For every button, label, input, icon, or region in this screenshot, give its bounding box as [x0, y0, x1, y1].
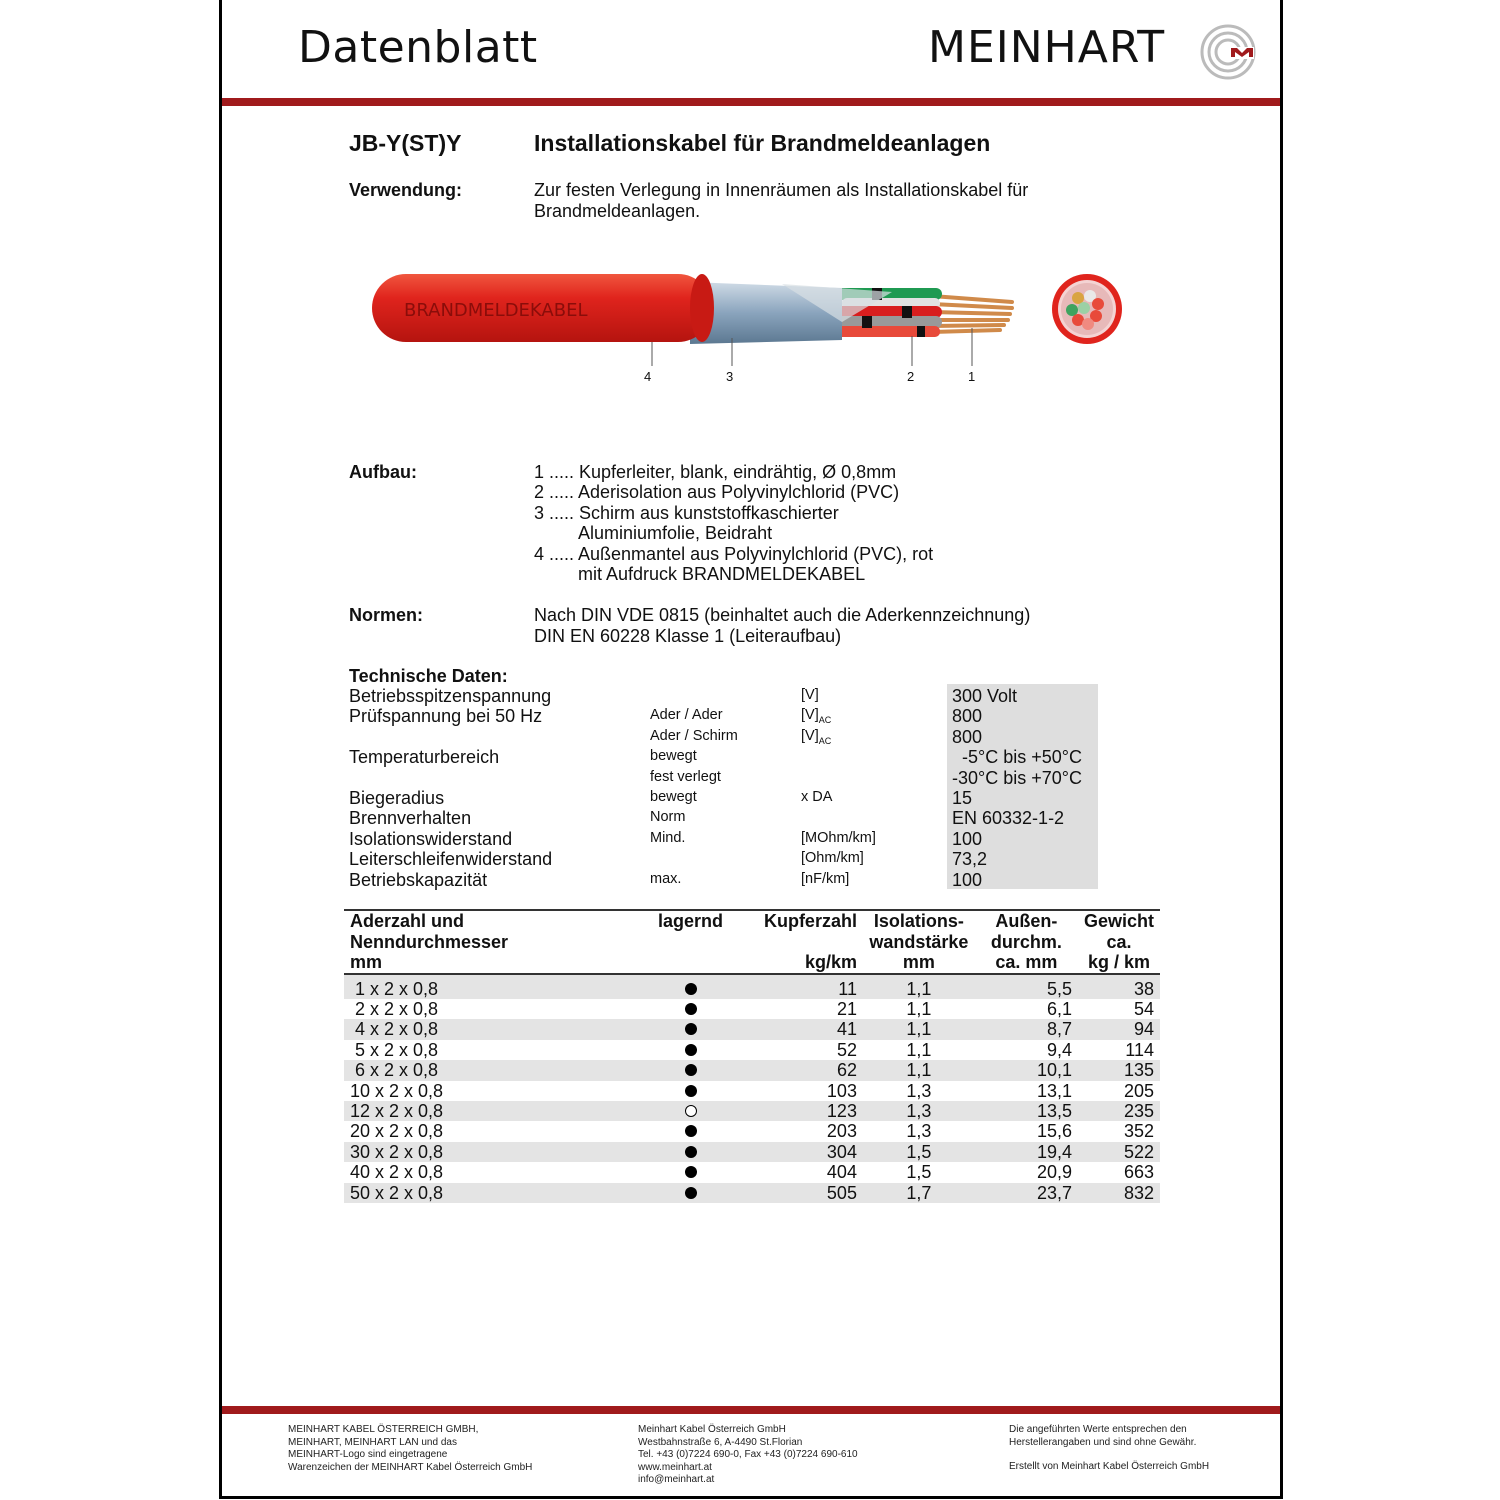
jacket-print: BRANDMELDEKABEL [404, 300, 588, 321]
open-circle-icon [685, 1105, 697, 1117]
cell-insulation: 1,1 [906, 1039, 932, 1060]
cell-weight: 663 [1123, 1162, 1154, 1183]
filled-dot-icon [685, 1023, 697, 1035]
footer-trademark: MEINHART KABEL ÖSTERREICH GMBH, MEINHART, MEINHART LAN und das MEINHART-Logo sind eingetragene Warenzeichen der MEINHART Kabel Österreich GmbH [288, 1424, 533, 1473]
meinhart-logo-icon [1200, 22, 1260, 82]
footer-red-bar [222, 1406, 1280, 1414]
tech-unit: x DA [801, 788, 833, 805]
tech-name: Brennverhalten [349, 808, 472, 829]
cell-insulation: 1,1 [906, 978, 932, 999]
tech-name: Betriebskapazität [349, 869, 488, 890]
cell-insulation: 1,7 [906, 1182, 932, 1203]
cell-stock [633, 1142, 748, 1162]
tech-row [349, 808, 1149, 828]
cell-size: 10 x 2 x 0,8 [350, 1080, 444, 1101]
col-header-outer-diameter: Außen- durchm. ca. mm [990, 911, 1062, 972]
cell-weight: 38 [1133, 978, 1154, 999]
tech-row [349, 706, 1149, 726]
cable-illustration [372, 262, 1132, 392]
cell-weight: 832 [1123, 1182, 1154, 1203]
usage-text [534, 180, 1028, 221]
cell-outer-diameter: 15,6 [1036, 1121, 1072, 1142]
tech-row [349, 870, 1149, 890]
cell-insulation: 1,3 [906, 1100, 932, 1121]
filled-dot-icon [685, 1187, 697, 1199]
footer-contact: Meinhart Kabel Österreich GmbH Westbahnstraße 6, A-4490 St.Florian Tel. +43 (0)7224 690-0, Fax +43 (0)7224 690-610 www.meinhart.at info@meinhart.at [638, 1424, 858, 1485]
tech-data-list [349, 686, 1149, 890]
cell-size: 20 x 2 x 0,8 [350, 1121, 444, 1142]
cell-stock [633, 1019, 748, 1039]
tech-value: 100 [952, 869, 983, 890]
cell-size: 6 x 2 x 0,8 [350, 1060, 439, 1081]
tech-unit: [V] [801, 687, 819, 703]
normen-line: DIN EN 60228 Klasse 1 (Leiteraufbau) [534, 625, 842, 646]
cell-size: 40 x 2 x 0,8 [350, 1162, 444, 1183]
cell-outer-diameter: 9,4 [1046, 1039, 1072, 1060]
table-row [344, 1060, 1160, 1080]
col-header-stock: lagernd [658, 911, 724, 931]
cell-stock [633, 1121, 748, 1141]
tech-row [349, 829, 1149, 849]
cell-size: 2 x 2 x 0,8 [350, 998, 439, 1019]
normen-line: Nach DIN VDE 0815 (beinhaltet auch die Aderkennzeichnung) [534, 605, 1031, 625]
cell-weight: 54 [1133, 998, 1154, 1019]
cell-outer-diameter: 20,9 [1036, 1162, 1072, 1183]
table-row [344, 1142, 1160, 1162]
filled-dot-icon [685, 1146, 697, 1158]
callout-4: 4 [644, 369, 652, 384]
cell-weight: 235 [1123, 1100, 1154, 1121]
table-row [344, 1040, 1160, 1060]
table-row [344, 1081, 1160, 1101]
usage-line: Zur festen Verlegung in Innenräumen als Installationskabel für [534, 180, 1029, 200]
normen-label: Normen: [349, 605, 424, 625]
tech-unit: [nF/km] [801, 870, 850, 887]
footer-disclaimer: Die angeführten Werte entsprechen den Herstellerangaben und sind ohne Gewähr. Erstellt von Meinhart Kabel Österreich GmbH [1009, 1424, 1210, 1472]
cell-outer-diameter: 13,1 [1036, 1080, 1072, 1101]
tech-unit: [MOhm/km] [801, 829, 876, 846]
cell-outer-diameter: 6,1 [1046, 998, 1072, 1019]
cell-insulation: 1,3 [906, 1121, 932, 1142]
tech-row [349, 788, 1149, 808]
tech-condition: max. [650, 870, 682, 887]
tech-title: Technische Daten: [349, 666, 508, 686]
filled-dot-icon [685, 1003, 697, 1015]
table-row [344, 1162, 1160, 1182]
tech-condition: Norm [650, 809, 686, 826]
tech-row [349, 727, 1149, 747]
cell-copper: 103 [826, 1080, 857, 1101]
filled-dot-icon [685, 1044, 697, 1056]
aufbau-item: 1 ..... Kupferleiter, blank, eindrähtig, Ø 0,8mm [534, 462, 897, 482]
cell-copper: 304 [826, 1141, 857, 1162]
cell-copper: 404 [826, 1162, 857, 1183]
tech-name: Leiterschleifenwiderstand [349, 849, 553, 870]
cell-stock [633, 1183, 748, 1203]
cell-insulation: 1,5 [906, 1141, 932, 1162]
tech-row [349, 768, 1149, 788]
cell-copper: 203 [826, 1121, 857, 1142]
table-row [344, 1183, 1160, 1203]
cell-stock [633, 1060, 748, 1080]
filled-dot-icon [685, 1166, 697, 1178]
cell-size: 12 x 2 x 0,8 [350, 1100, 444, 1121]
cell-outer-diameter: 19,4 [1036, 1141, 1072, 1162]
cable-cross-section-image [1050, 272, 1124, 346]
tech-row [349, 686, 1149, 706]
tech-name: Betriebsspitzenspannung [349, 686, 552, 706]
document-title: Datenblatt [298, 22, 538, 73]
table-row [344, 974, 1160, 999]
tech-unit: $[V]_{AC}$ [801, 727, 832, 746]
aufbau-list [534, 462, 933, 584]
tech-condition: Mind. [650, 829, 686, 846]
aufbau-item-continued: Aluminiumfolie, Beidraht [578, 523, 773, 544]
cell-insulation: 1,1 [906, 998, 932, 1019]
cell-copper: 505 [826, 1182, 857, 1203]
tech-value: 15 [952, 787, 973, 808]
tech-unit: $[V]_{AC}$ [801, 707, 832, 726]
aufbau-item-continued: mit Aufdruck BRANDMELDEKABEL [578, 564, 866, 585]
cell-weight: 94 [1133, 1019, 1154, 1040]
cell-stock [633, 1040, 748, 1060]
tech-condition: bewegt [650, 788, 697, 805]
tech-value: 800 [952, 706, 983, 727]
cell-stock [633, 1081, 748, 1101]
usage-line: Brandmeldeanlagen. [534, 200, 701, 221]
normen-text [534, 605, 1030, 646]
cell-weight: 205 [1123, 1080, 1154, 1101]
product-name: Installationskabel für Brandmeldeanlagen [534, 130, 991, 156]
cell-insulation: 1,1 [906, 1019, 932, 1040]
cell-outer-diameter: 10,1 [1036, 1060, 1072, 1081]
tech-unit: [Ohm/km] [801, 850, 864, 867]
tech-row [349, 849, 1149, 869]
cell-weight: 135 [1123, 1060, 1154, 1081]
col-header-insulation: Isolations- wandstärke mm [869, 911, 969, 972]
cell-stock [633, 974, 748, 999]
table-row [344, 1101, 1160, 1121]
cell-copper: 52 [836, 1039, 857, 1060]
tech-value: -5°C bis +50°C [952, 747, 1082, 768]
cell-outer-diameter: 13,5 [1036, 1100, 1072, 1121]
tech-value: -30°C bis +70°C [952, 767, 1082, 788]
table-row [344, 1121, 1160, 1141]
cell-size: 30 x 2 x 0,8 [350, 1141, 444, 1162]
tech-name: Isolationswiderstand [349, 828, 513, 849]
cell-stock [633, 1162, 748, 1182]
cell-size: 5 x 2 x 0,8 [350, 1039, 439, 1060]
tech-value: 73,2 [952, 849, 988, 870]
callout-3: 3 [726, 369, 734, 384]
tech-name: Prüfspannung bei 50 Hz [349, 706, 543, 727]
cell-stock [633, 1101, 748, 1121]
cell-copper: 21 [836, 998, 857, 1019]
tech-condition: Ader / Ader [650, 707, 723, 724]
cell-size: 1 x 2 x 0,8 [350, 978, 439, 999]
brand-name: MEINHART [928, 22, 1166, 73]
cell-weight: 114 [1125, 1039, 1154, 1060]
cell-weight: 352 [1123, 1121, 1154, 1142]
usage-label: Verwendung: [349, 180, 463, 200]
tech-row [349, 747, 1149, 767]
col-header-weight: Gewicht ca. kg / km [1083, 911, 1154, 972]
cell-stock [633, 999, 748, 1019]
table-row [344, 1019, 1160, 1039]
product-code: JB-Y(ST)Y [349, 130, 462, 156]
tech-condition: bewegt [650, 748, 697, 765]
datasheet-page [219, 0, 1283, 1499]
cell-insulation: 1,3 [906, 1080, 932, 1101]
filled-dot-icon [685, 1064, 697, 1076]
tech-value: 100 [952, 828, 983, 849]
cell-copper: 41 [836, 1019, 857, 1040]
table-row [344, 999, 1160, 1019]
callout-2: 2 [907, 369, 915, 384]
table-header-row [344, 910, 1160, 974]
cell-outer-diameter: 8,7 [1046, 1019, 1072, 1040]
cable-dimensions-table [344, 909, 1160, 1203]
col-header-size: Aderzahl und Nenndurchmesser mm [350, 911, 509, 972]
aufbau-item: 3 ..... Schirm aus kunststoffkaschierter [534, 502, 839, 523]
tech-condition: fest verlegt [650, 768, 721, 785]
cell-insulation: 1,5 [906, 1162, 932, 1183]
cell-insulation: 1,1 [906, 1060, 932, 1081]
tech-value: 300 Volt [952, 686, 1018, 706]
callout-1: 1 [968, 369, 976, 384]
cell-weight: 522 [1123, 1141, 1154, 1162]
aufbau-item: 4 ..... Außenmantel aus Polyvinylchlorid (PVC), rot [534, 543, 934, 564]
tech-name: Temperaturbereich [349, 747, 500, 768]
cell-size: 50 x 2 x 0,8 [350, 1182, 444, 1203]
aufbau-label: Aufbau: [349, 462, 417, 482]
tech-value: EN 60332-1-2 [952, 808, 1065, 829]
tech-condition: Ader / Schirm [650, 727, 738, 744]
tech-name: Biegeradius [349, 787, 445, 808]
cell-outer-diameter: 5,5 [1046, 978, 1072, 999]
cell-copper: 123 [826, 1100, 857, 1121]
header-red-bar [222, 98, 1280, 106]
aufbau-item: 2 ..... Aderisolation aus Polyvinylchlorid (PVC) [534, 482, 900, 503]
tech-value: 800 [952, 726, 983, 747]
cell-outer-diameter: 23,7 [1036, 1182, 1072, 1203]
cell-size: 4 x 2 x 0,8 [350, 1019, 439, 1040]
cell-copper: 11 [838, 978, 857, 999]
col-header-copper: Kupferzahl kg/km [763, 911, 857, 972]
filled-dot-icon [685, 1085, 697, 1097]
filled-dot-icon [685, 1125, 697, 1137]
cell-copper: 62 [836, 1060, 857, 1081]
filled-dot-icon [685, 983, 697, 995]
